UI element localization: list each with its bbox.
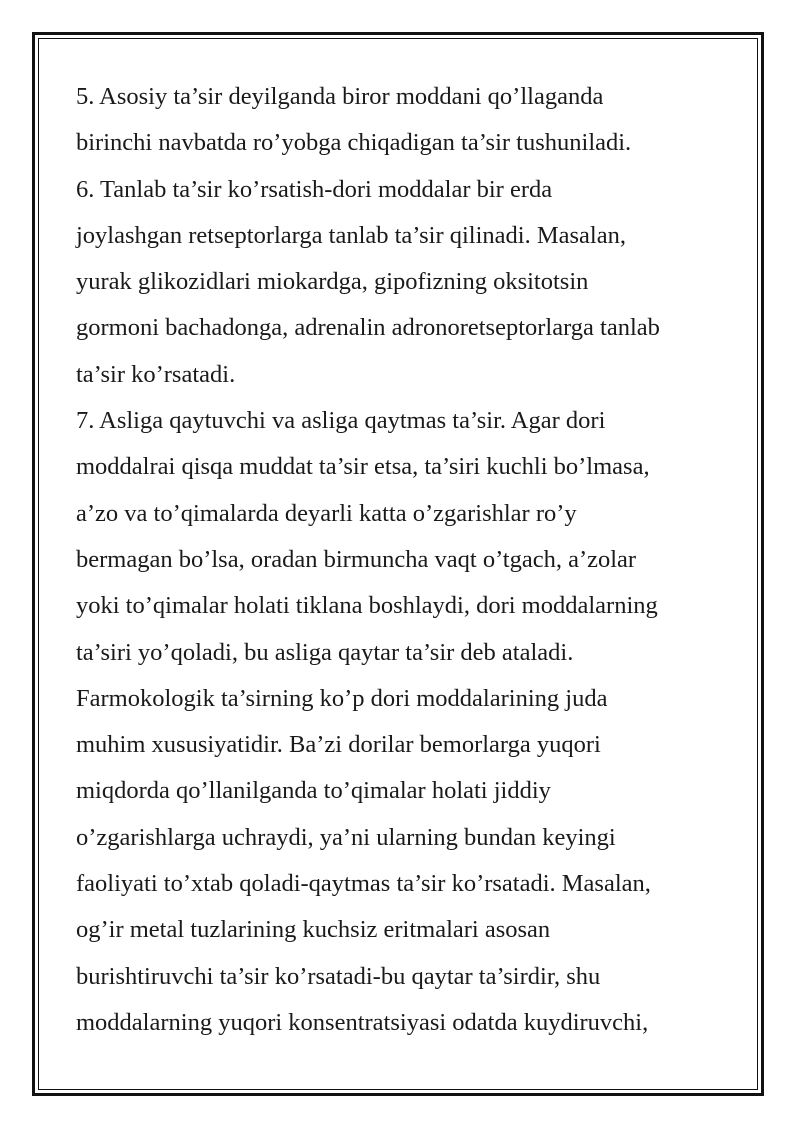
text-line: yoki to’qimalar holati tiklana boshlaydi, dori moddalarning — [76, 592, 658, 620]
document-body — [76, 74, 736, 1046]
text-line: 6. Tanlab ta’sir ko’rsatish-dori moddalar bir erda — [76, 175, 553, 203]
text-line: ta’sir ko’rsatadi. — [76, 360, 236, 388]
text-line: 7. Asliga qaytuvchi va asliga qaytmas ta’sir. Agar dori — [76, 407, 606, 435]
text-line: joylashgan retseptorlarga tanlab ta’sir qilinadi. Masalan, — [76, 221, 626, 249]
text-line: ta’siri yo’qoladi, bu asliga qaytar ta’sir deb ataladi. — [76, 638, 574, 666]
text-line: yurak glikozidlari miokardga, gipofizning oksitotsin — [76, 268, 589, 296]
text-line: 5. Asosiy ta’sir deyilganda biror moddani qo’llaganda — [76, 83, 604, 110]
text-line: birinchi navbatda ro’yobga chiqadigan ta’sir tushuniladi. — [76, 129, 632, 157]
text-line: o’zgarishlarga uchraydi, ya’ni ularning bundan keyingi — [76, 823, 616, 851]
text-line: burishtiruvchi ta’sir ko’rsatadi-bu qaytar ta’sirdir, shu — [76, 962, 601, 990]
text-line: faoliyati to’xtab qoladi-qaytmas ta’sir ko’rsatadi. Masalan, — [76, 870, 651, 898]
text-line: moddalrai qisqa muddat ta’sir etsa, ta’siri kuchli bo’lmasa, — [76, 453, 650, 481]
text-line: moddalarning yuqori konsentratsiyasi odatda kuydiruvchi, — [76, 1008, 649, 1036]
text-line: Farmokologik ta’sirning ko’p dori moddalarining juda — [76, 684, 608, 712]
text-line: og’ir metal tuzlarining kuchsiz eritmalari asosan — [76, 916, 551, 944]
text-line: a’zo va to’qimalarda deyarli katta o’zgarishlar ro’y — [76, 499, 577, 527]
text-line: bermagan bo’lsa, oradan birmuncha vaqt o’tgach, a’zolar — [76, 545, 637, 573]
text-line: miqdorda qo’llanilganda to’qimalar holati jiddiy — [76, 777, 551, 805]
text-line: gormoni bachadonga, adrenalin adronoretseptorlarga tanlab — [76, 314, 660, 342]
text-line: muhim xususiyatidir. Ba’zi dorilar bemorlarga yuqori — [76, 731, 601, 759]
